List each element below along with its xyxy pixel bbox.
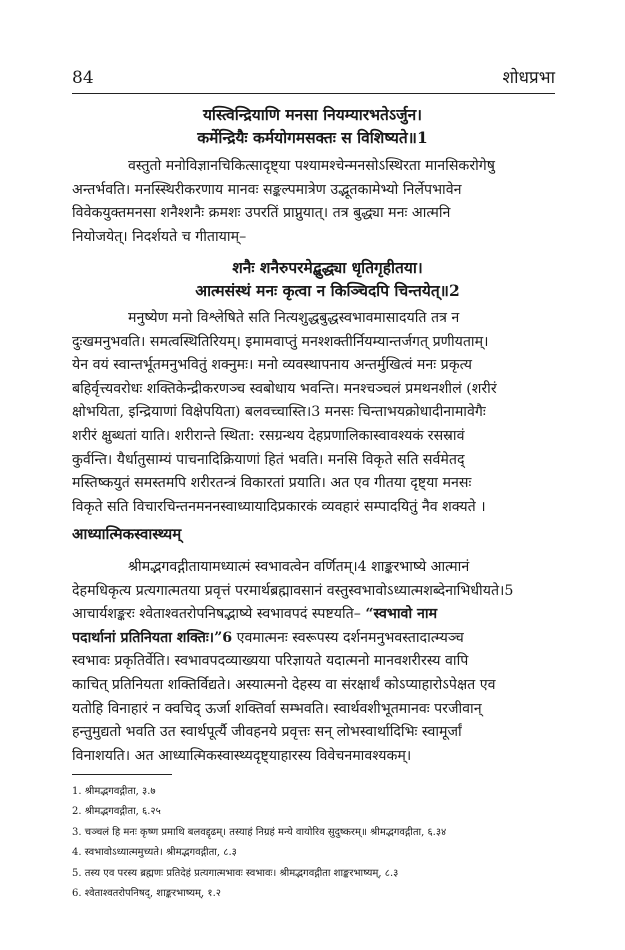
verse-line: यस्त्विन्द्रियाणि मनसा नियम्यारभतेऽर्जुन। bbox=[202, 105, 423, 124]
text-line: काचित् प्रतिनियता शक्तिर्विद्यते। अस्यात्मनो देहस्य वा संरक्षार्थं कोऽप्याहारोऽपेक्षत एव bbox=[72, 676, 496, 693]
text-span: आचार्यशङ्करः श्वेताश्वतरोपनिषद्भाष्ये स्वभावपदं स्पष्टयति– bbox=[72, 606, 361, 623]
section-heading: आध्यात्मिकस्वास्थ्यम् bbox=[72, 525, 182, 543]
verse-line: कर्मेन्द्रियैः कर्मयोगमसक्तः स विशिष्यते॥1 bbox=[197, 128, 428, 147]
footnote: 1. श्रीमद्भगवद्गीता, ३.७ bbox=[72, 786, 156, 797]
footnote: 2. श्रीमद्भगवद्गीता, ६.२५ bbox=[72, 806, 161, 818]
text-line: वस्तुतो मनोविज्ञानचिकित्सादृष्ट्या पश्यामश्चेन्मनसोऽस्थिरता मानसिकरोगेषु bbox=[128, 158, 495, 174]
verse-block-1 bbox=[0, 103, 625, 149]
page-number: 84 bbox=[72, 68, 94, 88]
journal-title: शोधप्रभा bbox=[502, 68, 555, 88]
text-line: दुःखमनुभवति। समत्वस्थितिरियम्। इमामवाप्तुं मनश्शक्तीर्नियम्यान्तर्जगत् प्रणीयताम्। bbox=[72, 333, 489, 350]
verse-line: शनैः शनैरुपरमेद्बुद्ध्या धृतिगृहीतया। bbox=[232, 258, 423, 277]
paragraph-1 bbox=[72, 155, 557, 249]
text-line: श्रीमद्भगवद्गीतायामध्यात्मं स्वभावत्वेन वर्णितम्।4 शाङ्करभाष्ये आत्मानं bbox=[128, 559, 470, 575]
text-line bbox=[72, 627, 557, 651]
footnote: 3. चञ्चलं हि मनः कृष्ण प्रमाथि बलवद्दृढम्। तस्याहं निग्रहं मन्ये वायोरिव सुदुष्करम्॥ श्रीमद्भगवद्गीता, ६.३४ bbox=[72, 826, 447, 838]
text-line: बहिर्वृत्त्यवरोधः शक्तिकेन्द्रीकरणञ्च स्वबोधाय भवन्ति। मनश्चञ्चलं प्रमथनशीलं (शरीरं bbox=[72, 380, 497, 397]
text-line: हन्तुमुद्यतो भवति उत स्वार्थपूर्त्यै जीवहनये प्रवृत्तः सन् लोभस्वार्थादिभिः स्वामूर्जां bbox=[72, 724, 462, 741]
footnote-divider bbox=[72, 774, 172, 775]
paragraph-3 bbox=[72, 556, 557, 768]
text-line: देहमधिकृत्य प्रत्यगात्मतया प्रवृत्तं परमार्थब्रह्मावसानं वस्तुस्वभावोऽध्यात्मशब्देनाभिधीयते।5 bbox=[72, 582, 514, 599]
footnote: 4. स्वभावोऽध्यात्ममुच्यते। श्रीमद्भगवद्गीता, ८.३ bbox=[72, 847, 237, 859]
text-line: नियोजयेत्। निदर्शयते च गीतायाम्– bbox=[72, 228, 247, 245]
quote-continuation: पदार्थानां प्रतिनियता शक्तिः।”6 bbox=[72, 629, 233, 646]
page-header bbox=[72, 62, 555, 88]
text-line: मस्तिष्कयुतं समस्तमपि शरीरतन्त्रं विकारतां प्रयाति। अत एव गीतया दृष्ट्या मनसः bbox=[72, 475, 472, 492]
text-line: स्वभावः प्रकृतिर्वेति। स्वभावपदव्याख्यया परिज्ञायते यदात्मनो मानवशरीरस्य वापि bbox=[72, 653, 469, 670]
verse-line: आत्मसंस्थं मनः कृत्वा न किञ्चिदपि चिन्तयेत्॥2 bbox=[195, 281, 460, 300]
text-line: विवेकयुक्तमनसा शनैश्शनैः क्रमशः उपरतिं प्राप्नुयात्। तत्र बुद्ध्या मनः आत्मनि bbox=[72, 205, 451, 222]
footnote: 6. श्वेताश्वतरोपनिषद्, शाङ्करभाष्यम्, १.२ bbox=[72, 888, 221, 900]
text-line: कुर्वन्ति। यैर्धातुसाम्यं पाचनादिक्रियाणां हितं भवति। मनसि विकृते सति सर्वमेतद् bbox=[72, 451, 465, 468]
footnote: 5. तस्य एव परस्य ब्रह्मणः प्रतिदेहं प्रत्यगात्मभावः स्वभावः। श्रीमद्भगवद्गीता शाङ्करभाष्यम्, ८.३ bbox=[72, 867, 399, 879]
text-line: शरीरं क्षुब्धतां याति। शरीरान्ते स्थिता: रसग्रन्थय देहप्रणालिकास्वावश्यकं रसस्रावं bbox=[72, 427, 465, 444]
footnotes bbox=[72, 782, 555, 904]
paragraph-2 bbox=[72, 307, 557, 519]
text-line: अन्तर्भवति। मनस्स्थिरीकरणाय मानवः सङ्कल्पमात्रेण उद्भूतकामेभ्यो निर्लेपभावेन bbox=[72, 181, 462, 198]
text-line: येन वयं स्वान्तर्भूतमनुभवितुं शक्नुमः। मनो व्यवस्थापनाय अन्तर्मुखित्वं मनः प्रकृत्य bbox=[72, 357, 472, 374]
text-span: एवमात्मनः स्वरूपस्य दर्शनमनुभवस्तादात्म्यञ्च bbox=[236, 629, 464, 646]
text-line: विनाशयति। अत आध्यात्मिकस्वास्थ्यदृष्ट्याहारस्य विवेचनमावश्यकम्। bbox=[72, 747, 412, 764]
header-divider bbox=[72, 93, 555, 94]
text-line bbox=[72, 603, 557, 627]
text-line: मनुष्येण मनो विश्लेषिते सति नित्यशुद्धबुद्धस्वभावमासादयति तत्र न bbox=[128, 310, 460, 326]
text-line: यतोहि विनाहारं न क्वचिद् ऊर्जा शक्तिर्वा सम्भवति। स्वार्थवशीभूतमानवः परजीवान् bbox=[72, 700, 482, 717]
text-line: विकृते सति विचारचिन्तनमननस्वाध्यायादिप्रकारकं व्यवहारं सम्पादयितुं नैव शक्यते । bbox=[72, 498, 486, 515]
verse-block-2 bbox=[0, 256, 625, 302]
quote-inline: “स्वभावो नाम bbox=[365, 606, 438, 623]
text-line: क्षोभयिता, इन्द्रियाणां विक्षेपयिता) बलवच्चास्ति।3 मनसः चिन्ताभयक्रोधादीनामावेगैः bbox=[72, 404, 486, 421]
